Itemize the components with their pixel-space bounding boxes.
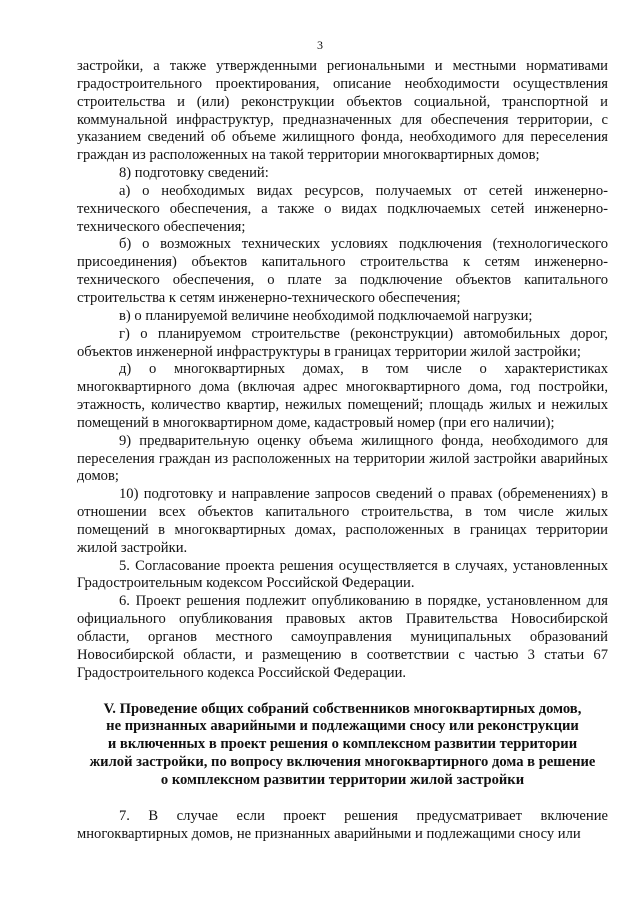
document-body bbox=[77, 58, 608, 844]
paragraph: 6. Проект решения подлежит опубликованию в порядке, установленном для официального опубликования правовых актов Правительства Новосибирской области, органов местного самоуправления муниципальных образований Новосибирской области, и размещению в соответствии с частью 3 статьи 67 Градостроительного кодекса Российской Федерации. bbox=[77, 593, 608, 681]
paragraphs-before-heading bbox=[77, 58, 608, 683]
paragraph: б) о возможных технических условиях подключения (технологического присоединения) объектов капитального строительства к сетям инженерно-технического обеспечения, о плате за подключение объектов капитального строительства к сетям инженерно-технического обеспечения; bbox=[77, 236, 608, 306]
section-heading-line: V. Проведение общих собраний собственников многоквартирных домов, bbox=[103, 700, 582, 717]
section-heading bbox=[77, 701, 608, 791]
section-heading-line: не признанных аварийными и подлежащими сносу или реконструкции bbox=[106, 718, 579, 735]
paragraph: 5. Согласование проекта решения осуществляется в случаях, установленных Градостроительным кодексом Российской Федерации. bbox=[77, 557, 608, 592]
paragraph: 7. В случае если проект решения предусматривает включение многоквартирных домов, не признанных аварийными и подлежащими сносу или bbox=[77, 808, 608, 842]
paragraph: в) о планируемой величине необходимой подключаемой нагрузки; bbox=[119, 307, 533, 324]
paragraph: д) о многоквартирных домах, в том числе о характеристиках многоквартирного дома (включая адрес многоквартирного дома, год постройки, этажность, количество квартир, нежилых помещений; площадь жилых и нежилых помещений в многоквартирном доме, кадастровый номер (при его наличии); bbox=[77, 361, 608, 431]
paragraph: 9) предварительную оценку объема жилищного фонда, необходимого для переселения граждан из расположенных на территории жилой застройки аварийных домов; bbox=[77, 432, 608, 485]
section-heading-line: и включенных в проект решения о комплексном развитии территории bbox=[107, 736, 578, 753]
section-heading-line: жилой застройки, по вопросу включения многоквартирного дома в решение bbox=[89, 754, 596, 771]
paragraph: 8) подготовку сведений: bbox=[119, 165, 269, 182]
page-number: 3 bbox=[317, 38, 323, 52]
paragraphs-after-heading bbox=[77, 808, 608, 844]
paragraph: а) о необходимых видах ресурсов, получаемых от сетей инженерно-технического обеспечения, а также о видах подключаемых сетей инженерно-технического обеспечения; bbox=[77, 182, 608, 235]
paragraph: застройки, а также утвержденными региональными и местными нормативами градостроительного проектирования, описание необходимости осуществления строительства и (или) реконструкции объектов социальной, транспортной и коммунальной инфраструктур, предназначенных для обеспечения территории, с указанием сведений об объеме жилищного фонда, необходимого для переселения граждан из расположенных на такой территории многоквартирных домов; bbox=[77, 58, 608, 164]
paragraph: 10) подготовку и направление запросов сведений о правах (обременениях) в отношении всех объектов капитального строительства, в том числе жилых помещений в многоквартирных домах, расположенных в границах территории жилой застройки. bbox=[77, 486, 608, 556]
section-heading-line: о комплексном развитии территории жилой застройки bbox=[160, 772, 525, 789]
paragraph: г) о планируемом строительстве (реконструкции) автомобильных дорог, объектов инженерной инфраструктуры в границах территории жилой застройки; bbox=[77, 325, 608, 360]
